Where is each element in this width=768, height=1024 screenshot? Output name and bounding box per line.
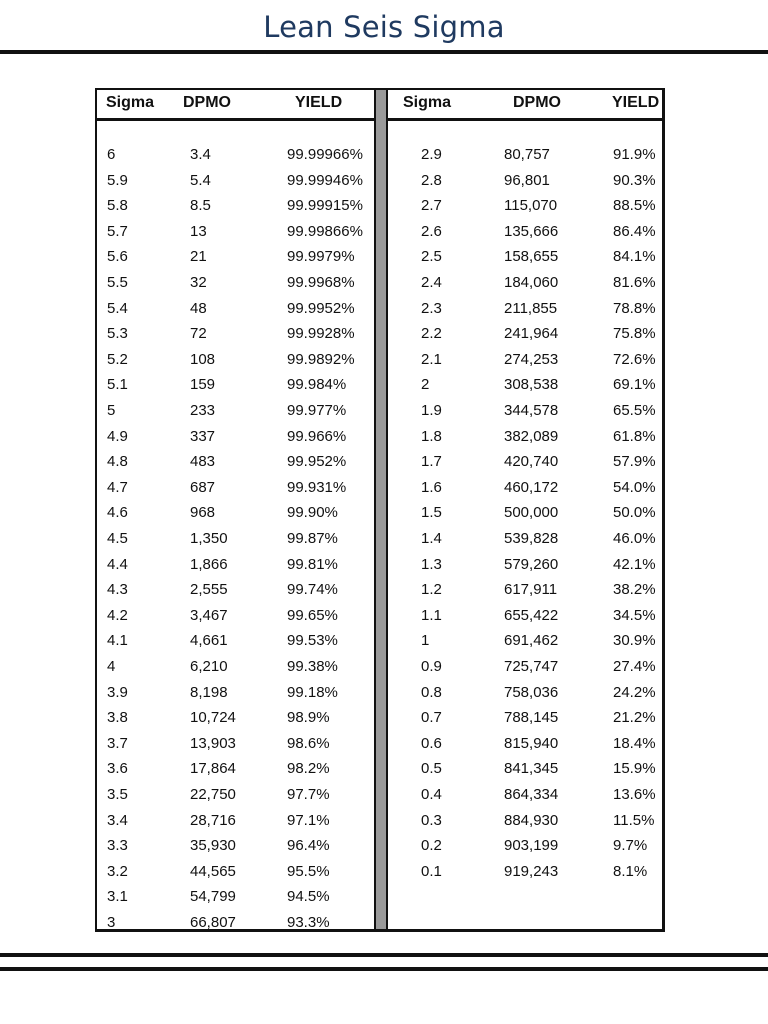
right-sigma-cell: 1.1 — [421, 606, 442, 624]
right-yield-cell: 91.9% — [613, 146, 656, 163]
right-dpmo-cell: 135,666 — [504, 222, 559, 240]
left-sigma-cell: 3.5 — [107, 786, 128, 803]
left-dpmo-cell: 1,350 — [190, 530, 228, 547]
left-yield-cell: 93.3% — [287, 914, 330, 931]
left-dpmo-cell: 687 — [190, 478, 216, 496]
right-sigma-cell: 1.5 — [421, 504, 442, 522]
right-dpmo-cell: 903,199 — [504, 837, 559, 855]
left-yield-cell: 99.65% — [287, 606, 338, 624]
right-sigma-cell: 1.6 — [421, 478, 442, 496]
right-dpmo-cell: 274,253 — [504, 350, 559, 368]
right-dpmo-cell: 884,930 — [504, 811, 559, 829]
right-sigma-cell: 2.8 — [421, 171, 442, 189]
left-sigma-cell: 4.4 — [107, 555, 128, 573]
left-dpmo-cell: 13 — [190, 222, 207, 240]
right-yield-cell: 18.4% — [613, 734, 656, 752]
left-dpmo-cell: 32 — [190, 274, 207, 291]
right-dpmo-cell: 815,940 — [504, 734, 559, 752]
left-dpmo-cell: 44,565 — [190, 862, 236, 880]
left-yield-cell: 99.9968% — [287, 274, 355, 291]
right-yield-cell: 30.9% — [613, 632, 656, 650]
left-yield-cell: 99.53% — [287, 632, 338, 650]
right-dpmo-cell: 96,801 — [504, 171, 550, 189]
right-dpmo-cell: 841,345 — [504, 760, 559, 778]
right-dpmo-cell: 788,145 — [504, 709, 559, 727]
left-yield-cell: 99.977% — [287, 402, 347, 419]
left-sigma-cell: 3.9 — [107, 683, 128, 701]
left-header-sigma: Sigma — [106, 94, 155, 111]
left-sigma-cell: 5.1 — [107, 376, 128, 394]
right-yield-cell: 88.5% — [613, 197, 656, 215]
left-dpmo-cell: 483 — [190, 453, 216, 471]
right-dpmo-cell: 919,243 — [504, 862, 559, 880]
left-sigma-cell: 6 — [107, 146, 116, 163]
right-header-yield: YIELD — [612, 94, 660, 111]
left-dpmo-cell: 337 — [190, 427, 216, 445]
right-dpmo-cell: 691,462 — [504, 632, 559, 650]
right-yield-cell: 9.7% — [613, 837, 648, 855]
right-yield-cell: 8.1% — [613, 862, 648, 880]
left-yield-cell: 99.984% — [287, 376, 347, 394]
left-sigma-cell: 3.7 — [107, 734, 128, 752]
right-yield-cell: 11.5% — [613, 811, 655, 829]
left-dpmo-cell: 35,930 — [190, 837, 236, 855]
left-yield-cell: 97.7% — [287, 786, 330, 803]
right-header-sigma: Sigma — [403, 94, 452, 111]
right-yield-cell: 50.0% — [613, 504, 656, 522]
right-yield-cell: 69.1% — [613, 376, 656, 394]
left-yield-cell: 99.38% — [287, 658, 338, 675]
right-dpmo-cell: 864,334 — [504, 786, 559, 803]
right-sigma-cell: 1.4 — [421, 530, 442, 547]
left-sigma-cell: 4.1 — [107, 632, 128, 650]
left-yield-cell: 99.9979% — [287, 248, 355, 266]
right-yield-cell: 15.9% — [613, 760, 656, 778]
left-dpmo-cell: 4,661 — [190, 632, 228, 650]
right-sigma-cell: 1.7 — [421, 453, 442, 471]
left-dpmo-cell: 968 — [190, 504, 216, 522]
bottom-rule-upper — [0, 953, 768, 957]
left-dpmo-cell: 5.4 — [190, 171, 211, 189]
right-yield-cell: 81.6% — [613, 274, 656, 291]
right-sigma-cell: 0.4 — [421, 786, 442, 803]
right-sigma-cell: 1 — [421, 632, 430, 650]
left-dpmo-cell: 108 — [190, 350, 216, 368]
left-sigma-cell: 5.5 — [107, 274, 128, 291]
right-yield-cell: 78.8% — [613, 299, 656, 317]
right-sigma-cell: 2 — [421, 376, 430, 394]
left-yield-cell: 98.6% — [287, 734, 330, 752]
left-sigma-cell: 5.4 — [107, 299, 128, 317]
left-sigma-cell: 5 — [107, 402, 116, 419]
right-dpmo-cell: 115,070 — [504, 197, 558, 215]
right-dpmo-cell: 500,000 — [504, 504, 559, 522]
left-dpmo-cell: 8,198 — [190, 683, 228, 701]
right-yield-cell: 13.6% — [613, 786, 656, 803]
left-dpmo-cell: 13,903 — [190, 734, 236, 752]
left-sigma-cell: 4.3 — [107, 581, 128, 599]
right-yield-cell: 34.5% — [613, 606, 656, 624]
page-title: Lean Seis Sigma — [263, 10, 505, 44]
left-sigma-cell: 5.9 — [107, 171, 128, 189]
left-yield-cell: 99.81% — [287, 555, 338, 573]
left-sigma-cell: 5.6 — [107, 248, 128, 266]
right-sigma-cell: 2.1 — [421, 350, 442, 368]
left-sigma-cell: 4.2 — [107, 606, 128, 624]
left-dpmo-cell: 10,724 — [190, 709, 236, 727]
left-header-yield: YIELD — [295, 94, 343, 111]
right-yield-cell: 65.5% — [613, 402, 656, 419]
right-dpmo-cell: 617,911 — [504, 581, 558, 599]
left-dpmo-cell: 48 — [190, 299, 207, 317]
sigma-dpmo-yield-table — [95, 88, 665, 932]
right-yield-cell: 84.1% — [613, 248, 656, 266]
right-sigma-cell: 2.6 — [421, 222, 442, 240]
left-dpmo-cell: 72 — [190, 325, 207, 343]
right-yield-cell: 38.2% — [613, 581, 656, 599]
right-sigma-cell: 0.9 — [421, 658, 442, 675]
left-sigma-cell: 4.5 — [107, 530, 128, 547]
left-yield-cell: 98.9% — [287, 709, 330, 727]
left-yield-cell: 99.9928% — [287, 325, 355, 343]
right-dpmo-cell: 758,036 — [504, 683, 559, 701]
left-dpmo-cell: 6,210 — [190, 658, 228, 675]
right-sigma-cell: 1.9 — [421, 402, 442, 419]
right-sigma-cell: 0.7 — [421, 709, 442, 727]
right-dpmo-cell: 80,757 — [504, 146, 550, 163]
right-dpmo-cell: 420,740 — [504, 453, 559, 471]
left-dpmo-cell: 159 — [190, 376, 216, 394]
right-dpmo-cell: 308,538 — [504, 376, 559, 394]
right-sigma-cell: 2.5 — [421, 248, 442, 266]
right-yield-cell: 75.8% — [613, 325, 656, 343]
left-dpmo-cell: 3.4 — [190, 146, 211, 163]
left-yield-cell: 99.931% — [287, 478, 347, 496]
right-dpmo-cell: 460,172 — [504, 478, 559, 496]
right-yield-cell: 27.4% — [613, 658, 656, 675]
right-dpmo-cell: 211,855 — [504, 299, 558, 317]
right-yield-cell: 72.6% — [613, 350, 656, 368]
left-sigma-cell: 5.8 — [107, 197, 128, 215]
right-sigma-cell: 0.8 — [421, 683, 442, 701]
left-dpmo-cell: 21 — [190, 248, 207, 266]
left-sigma-cell: 5.7 — [107, 222, 128, 240]
right-sigma-cell: 1.2 — [421, 581, 442, 599]
right-header-dpmo: DPMO — [513, 94, 561, 111]
right-yield-cell: 57.9% — [613, 453, 656, 471]
right-dpmo-cell: 344,578 — [504, 402, 559, 419]
right-sigma-cell: 2.9 — [421, 146, 442, 163]
left-dpmo-cell: 2,555 — [190, 581, 228, 599]
right-dpmo-cell: 158,655 — [504, 248, 559, 266]
top-rule — [0, 50, 768, 54]
left-sigma-cell: 4.7 — [107, 478, 128, 496]
left-sigma-cell: 3.1 — [107, 888, 128, 906]
left-sigma-cell: 5.2 — [107, 350, 128, 368]
left-dpmo-cell: 54,799 — [190, 888, 236, 906]
right-sigma-cell: 0.6 — [421, 734, 442, 752]
right-dpmo-cell: 184,060 — [504, 274, 559, 291]
right-sigma-cell: 2.7 — [421, 197, 442, 215]
left-yield-cell: 94.5% — [287, 888, 330, 906]
right-dpmo-cell: 725,747 — [504, 658, 559, 675]
left-sigma-cell: 3.6 — [107, 760, 128, 778]
left-yield-cell: 99.99946% — [287, 171, 363, 189]
right-sigma-cell: 0.1 — [421, 862, 442, 880]
right-dpmo-cell: 579,260 — [504, 555, 559, 573]
right-sigma-cell: 0.3 — [421, 811, 442, 829]
left-sigma-cell: 3.2 — [107, 862, 128, 880]
left-dpmo-cell: 28,716 — [190, 811, 236, 829]
left-yield-cell: 99.18% — [287, 683, 338, 701]
left-yield-cell: 99.87% — [287, 530, 338, 547]
left-dpmo-cell: 17,864 — [190, 760, 236, 778]
right-sigma-cell: 0.2 — [421, 837, 442, 855]
left-yield-cell: 99.952% — [287, 453, 347, 471]
right-sigma-cell: 1.3 — [421, 555, 442, 573]
left-yield-cell: 98.2% — [287, 760, 330, 778]
right-sigma-cell: 1.8 — [421, 427, 442, 445]
left-dpmo-cell: 8.5 — [190, 197, 211, 215]
right-sigma-cell: 2.2 — [421, 325, 442, 343]
right-yield-cell: 90.3% — [613, 171, 656, 189]
column-separator — [374, 90, 388, 929]
left-sigma-cell: 4.8 — [107, 453, 128, 471]
right-yield-cell: 86.4% — [613, 222, 656, 240]
right-dpmo-cell: 241,964 — [504, 325, 559, 343]
left-header-dpmo: DPMO — [183, 94, 231, 111]
left-dpmo-cell: 66,807 — [190, 914, 236, 931]
right-yield-cell: 54.0% — [613, 478, 656, 496]
left-sigma-cell: 3 — [107, 914, 116, 931]
left-yield-cell: 99.74% — [287, 581, 338, 599]
right-yield-cell: 21.2% — [613, 709, 656, 727]
left-yield-cell: 95.5% — [287, 862, 330, 880]
right-yield-cell: 42.1% — [613, 555, 656, 573]
left-yield-cell: 99.966% — [287, 427, 347, 445]
left-yield-cell: 99.99866% — [287, 222, 363, 240]
right-yield-cell: 61.8% — [613, 427, 656, 445]
right-dpmo-cell: 382,089 — [504, 427, 559, 445]
left-yield-cell: 99.99915% — [287, 197, 363, 215]
left-sigma-cell: 3.3 — [107, 837, 128, 855]
right-sigma-cell: 2.4 — [421, 274, 442, 291]
left-sigma-cell: 4.6 — [107, 504, 128, 522]
left-dpmo-cell: 233 — [190, 402, 216, 419]
left-yield-cell: 99.99966% — [287, 146, 363, 163]
right-yield-cell: 46.0% — [613, 530, 656, 547]
left-yield-cell: 99.9892% — [287, 350, 355, 368]
right-dpmo-cell: 539,828 — [504, 530, 559, 547]
right-dpmo-cell: 655,422 — [504, 606, 559, 624]
left-sigma-cell: 3.4 — [107, 811, 128, 829]
bottom-rule-lower — [0, 967, 768, 971]
left-yield-cell: 97.1% — [287, 811, 330, 829]
left-yield-cell: 99.90% — [287, 504, 338, 522]
left-dpmo-cell: 1,866 — [190, 555, 228, 573]
left-yield-cell: 99.9952% — [287, 299, 355, 317]
right-sigma-cell: 2.3 — [421, 299, 442, 317]
left-sigma-cell: 4.9 — [107, 427, 128, 445]
left-dpmo-cell: 3,467 — [190, 606, 228, 624]
left-sigma-cell: 5.3 — [107, 325, 128, 343]
left-sigma-cell: 4 — [107, 658, 116, 675]
left-sigma-cell: 3.8 — [107, 709, 128, 727]
left-yield-cell: 96.4% — [287, 837, 330, 855]
right-yield-cell: 24.2% — [613, 683, 656, 701]
right-sigma-cell: 0.5 — [421, 760, 442, 778]
left-dpmo-cell: 22,750 — [190, 786, 236, 803]
